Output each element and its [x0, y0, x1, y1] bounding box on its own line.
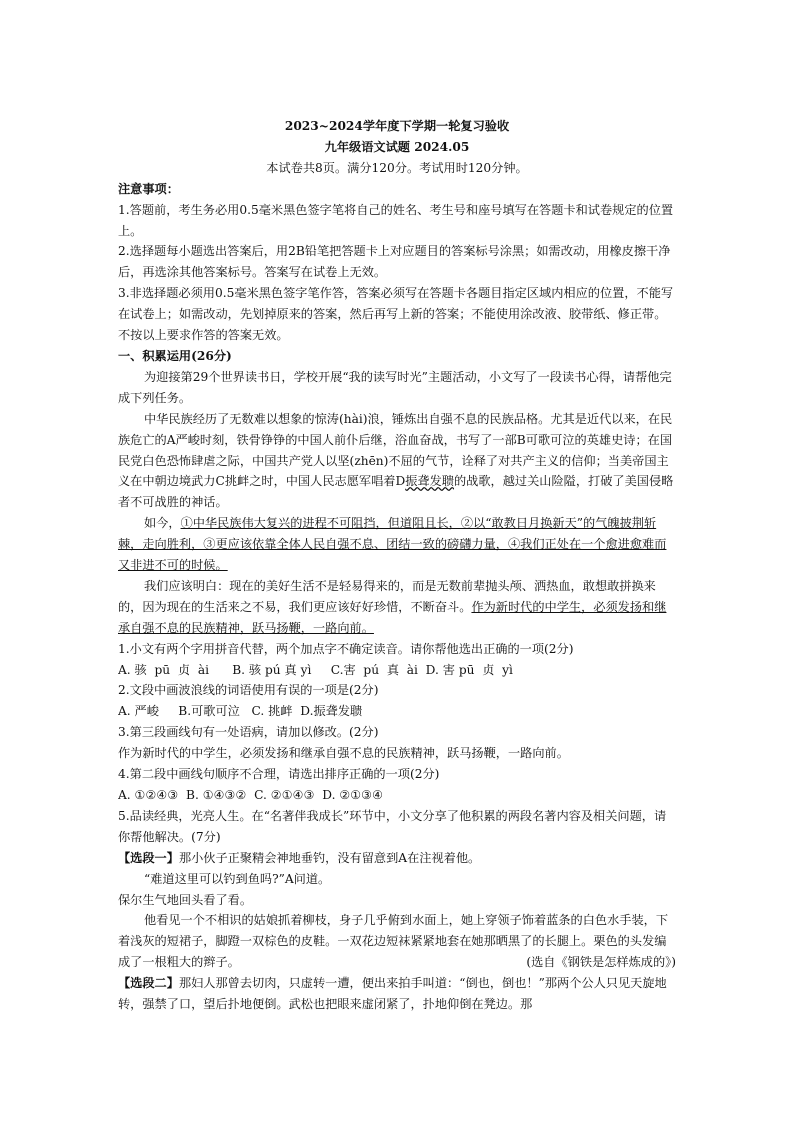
excerpt-label: 【选段二】	[118, 976, 179, 991]
question-3: 3.第三段画线句有一处语病，请加以修改。(2分)	[118, 725, 379, 740]
reading-paragraph-1	[118, 409, 676, 514]
reading-paragraph-3	[118, 576, 676, 639]
question-3-text: 作为新时代的中学生，必须发扬和继承自强不息的民族精神，跃马扬鞭，一路向前。	[118, 746, 569, 761]
section-heading: 一、积累运用(26分)	[118, 348, 232, 363]
exam-info: 本试卷共8页。满分120分。考试用时120分钟。	[266, 160, 528, 175]
exam-page	[118, 116, 676, 1015]
excerpt-text: 那小伙子正聚精会神地垂钓，没有留意到A在注视着他。	[178, 850, 481, 865]
question-5: 5.品读经典，光亮人生。在“名著伴我成长”环节中，小文分享了他积累的两段名著内容及相关问题，请你帮他解决。(7分)	[118, 808, 667, 844]
underlined-sentence: ①中华民族伟大复兴的进程不可阻挡，但道阻且长，②以“敢教日月换新天”的气魄披荆斩棘，走向胜利，③更应该依靠全体人民自强不息、团结一致的磅礴力量，④我们正处在一个愈进愈难而又非进不可的时候。	[118, 516, 667, 573]
excerpt-text: 他看见一个不相识的姑娘抓着柳枝，身子几乎俯到水面上，她上穿领子饰着蓝条的白色水手装，下着浅灰的短裙子，脚蹬一双棕色的皮鞋。一双花边短袜紧紧地套在她那晒黑了的长腿上。栗色的头发编成了一根粗大的辫子。	[118, 913, 669, 970]
exam-subtitle: 九年级语文试题 2024.05	[324, 139, 470, 154]
excerpt-2	[118, 973, 676, 1015]
note-item: 3.非选择题必须用0.5毫米黑色签字笔作答，答案必须写在答题卡各题目指定区域内相应的位置，不能写在试卷上；如需改动，先划掉原来的答案，然后再写上新的答案；不能使用涂改液、胶带纸、修正带。不按以上要求作答的答案无效。	[118, 286, 674, 343]
question-4: 4.第二段中画线句顺序不合理，请选出排序正确的一项(2分)	[118, 767, 440, 782]
question-2: 2.文段中画波浪线的词语使用有误的一项是(2分)	[118, 683, 379, 698]
note-item: 2.选择题每小题选出答案后，用2B铅笔把答题卡上对应题目的答案标号涂黑；如需改动，用橡皮擦干净后，再选涂其他答案标号。答案写在试卷上无效。	[118, 244, 671, 280]
section-intro: 为迎接第29个世界读书日，学校开展“我的读写时光”主题活动，小文写了一段读书心得，请帮他完成下列任务。	[118, 369, 672, 405]
excerpt-label: 【选段一】	[118, 850, 179, 865]
excerpt-1-line: “难道这里可以钓到鱼吗?”A问道。	[144, 871, 331, 886]
paragraph-text: 的战歌，越过关山险隘，打破了美国侵略者不可战胜的神话。	[118, 474, 674, 510]
question-1: 1.小文有两个字用拼音代替，两个加点字不确定读音。请你帮他选出正确的一项(2分)	[118, 641, 574, 656]
excerpt-source: (选自《钢铁是怎样炼成的》)	[526, 955, 676, 970]
excerpt-text: 那妇人那曾去切肉，只虚转一遭，便出来拍手叫道：“倒也，倒也！”那两个公人只见天旋地转，强禁了口，望后扑地便倒。武松也把眼来虚闭紧了，扑地仰倒在凳边。那	[118, 976, 667, 1012]
question-1-options: A. 骇 pū 贞 ài B. 骇 pú 真 yì C.害 pú 真 ài D. 害 pū 贞 yì	[118, 662, 513, 677]
paragraph-text: 如今，	[144, 516, 181, 531]
wavy-underlined-word: 振聋发聩	[405, 474, 454, 489]
question-4-options: A. ①②④③ B. ①④③② C. ②①④③ D. ②①③④	[118, 788, 384, 802]
paragraph-text: 中华民族经历了无数难以想象的惊涛(hài)浪，锤炼出自强不息的民族品格。尤其是近代以来，在民族危亡的A严峻时刻，铁骨铮铮的中国人前仆后继，浴血奋战，书写了一部B可歌可泣的英雄史诗；在国民党白色恐怖肆虐之际，中国共产党人以坚(zhēn)不屈的气节，诠释了对共产主义的信仰；当美帝国主义在中朝边境武力C挑衅之时，中国人民志愿军唱着D	[118, 411, 673, 489]
exam-title: 2023~2024学年度下学期一轮复习验收	[284, 119, 510, 133]
excerpt-1-line: 保尔生气地回头看了看。	[118, 892, 253, 907]
excerpt-1	[118, 848, 676, 869]
reading-paragraph-2	[118, 513, 676, 576]
paragraph-text: 我们应该明白：现在的美好生活不是轻易得来的，而是无数前辈抛头颅、洒热血，敢想敢拼换来的，因为现在的生活来之不易，我们更应该好好珍惜，不断奋斗。	[118, 578, 656, 614]
notes-heading: 注意事项：	[118, 181, 179, 196]
note-item: 1.答题前，考生务必用0.5毫米黑色签字笔将自己的姓名、考生号和座号填写在答题卡和试卷规定的位置上。	[118, 202, 674, 238]
excerpt-1-paragraph	[118, 910, 676, 973]
underlined-sentence: 作为新时代的中学生，必须发扬和继承自强不息的民族精神，跃马扬鞭，一路向前。	[118, 599, 667, 635]
question-2-options: A. 严峻 B.可歌可泣 C. 挑衅 D.振聋发聩	[118, 704, 363, 719]
